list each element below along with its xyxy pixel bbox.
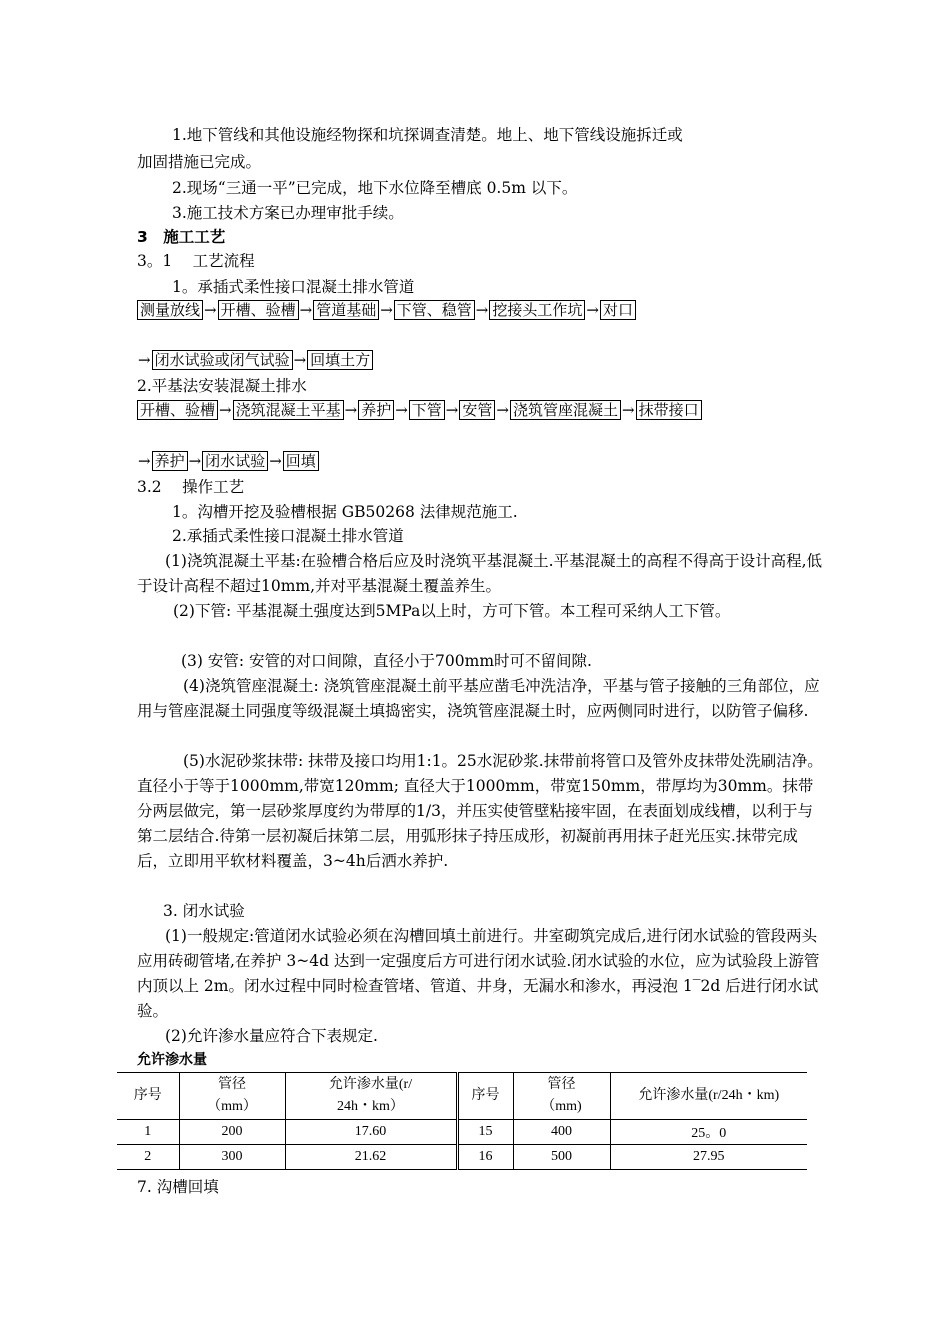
flow-arrow: → <box>138 351 151 369</box>
section-7-heading: 7. 沟槽回填 <box>137 1178 219 1196</box>
permissible-seepage-table <box>117 1072 807 1170</box>
flow-arrow: → <box>380 301 393 319</box>
flow-arrow: → <box>219 401 232 419</box>
cell-permissible-seepage: 21.62 <box>285 1145 457 1170</box>
flow-arrow: → <box>496 401 509 419</box>
op-3-2-paragraph: (2)允许渗水量应符合下表规定. <box>165 1027 378 1045</box>
prereq-item-1-line-1: 1.地下管线和其他设施经物探和坑探调查清楚。地上、地下管线设施拆迁或 <box>172 126 683 144</box>
cell-permissible-seepage: 17.60 <box>285 1120 457 1145</box>
flow-arrow: → <box>395 401 408 419</box>
flow-step: 下管 <box>409 400 445 420</box>
cell-diameter: 200 <box>179 1120 285 1145</box>
op-2-1-paragraph: (1)浇筑混凝土平基:在验槽合格后应及时浇筑平基混凝土.平基混凝土的高程不得高于设计高程,低于设计高程不超过10mm,并对平基混凝土覆盖养生。 <box>137 552 823 595</box>
flow-step: 对口 <box>600 300 636 320</box>
cell-permissible-seepage-b: 25。0 <box>610 1120 807 1145</box>
flow-arrow: → <box>204 301 217 319</box>
flow-2-title: 2.平基法安装混凝土排水 <box>137 377 307 395</box>
prereq-item-1-line-2: 加固措施已完成。 <box>137 153 262 171</box>
table-header-row <box>117 1073 807 1120</box>
table-title: 允许渗水量 <box>137 1052 207 1068</box>
subsection-3-2-heading: 3.2 操作工艺 <box>137 478 245 496</box>
header-seq-b: 序号 <box>457 1073 513 1120</box>
flow-arrow: → <box>344 401 358 419</box>
flow-step: 浇筑管座混凝土 <box>510 400 621 420</box>
cell-seq: 1 <box>117 1120 179 1145</box>
flow-1-row-2 <box>137 349 373 371</box>
flow-arrow: → <box>138 452 151 470</box>
flow-arrow: → <box>445 401 459 419</box>
cell-diameter-b: 400 <box>513 1120 610 1145</box>
op-item-3: 3. 闭水试验 <box>163 902 245 920</box>
flow-arrow: → <box>299 301 313 319</box>
header-permissible-seepage: 允许渗水量(r/ 24h・km） <box>285 1073 457 1120</box>
op-2-4-paragraph: (4)浇筑管座混凝土: 浇筑管座混凝土前平基应凿毛冲洗洁净，平基与管子接触的三角部位，应用与管座混凝土同强度等级混凝土填捣密实，浇筑管座混凝土时，应两侧同时进行，以防管子偏移. <box>137 677 820 720</box>
flow-arrow: → <box>269 452 282 470</box>
flow-step: 回填 <box>283 451 319 471</box>
prereq-item-3: 3.施工技术方案已办理审批手续。 <box>172 204 404 222</box>
section-3-heading: 3 施工工艺 <box>137 228 226 246</box>
flow-step: 管道基础 <box>313 300 379 320</box>
flow-step: 下管、稳管 <box>394 300 475 320</box>
flow-step: 挖接头工作坑 <box>489 300 585 320</box>
op-item-2: 2.承插式柔性接口混凝土排水管道 <box>172 527 404 545</box>
flow-1-title: 1。承插式柔性接口混凝土排水管道 <box>172 278 415 296</box>
header-diameter-b: 管径 （mm) <box>513 1073 610 1120</box>
flow-step: 开槽、验槽 <box>218 300 299 320</box>
cell-permissible-seepage-b: 27.95 <box>610 1145 807 1170</box>
flow-step: 养护 <box>358 400 394 420</box>
cell-seq-b: 15 <box>457 1120 513 1145</box>
flow-step: 闭水试验或闭气试验 <box>152 350 293 370</box>
header-seq: 序号 <box>117 1073 179 1120</box>
cell-diameter: 300 <box>179 1145 285 1170</box>
flow-arrow: → <box>188 452 202 470</box>
op-2-3-paragraph: (3) 安管: 安管的对口间隙，直径小于700mm时可不留间隙. <box>181 652 592 670</box>
flow-arrow: → <box>293 351 307 369</box>
flow-2-row-2 <box>137 450 319 472</box>
flow-arrow: → <box>621 401 635 419</box>
table-row <box>117 1145 807 1170</box>
flow-arrow: → <box>475 301 489 319</box>
op-2-5-paragraph: (5)水泥砂浆抹带: 抹带及接口均用1:1。25水泥砂浆.抹带前将管口及管外皮抹带处洗刷洁净。直径小于等于1000mm,带宽120mm; 直径大于1000mm，带宽150mm，带厚均为30mm。抹带分两层做完，第一层砂浆厚度约为带厚的1/3，并压实使管壁粘接牢固，在表面划成线槽，以利于与第二层结合.待第一层初凝后抹第二层，用弧形抹子持压成形，初凝前再用抹子赶光压实.抹带完成后，立即用平软材料覆盖，3~4h后洒水养护. <box>137 752 823 870</box>
header-permissible-seepage-b: 允许渗水量(r/24h・km) <box>610 1073 807 1120</box>
op-item-1: 1。沟槽开挖及验槽根据 GB50268 法律规范施工. <box>172 503 518 521</box>
flow-step: 抹带接口 <box>636 400 702 420</box>
flow-step: 养护 <box>152 451 188 471</box>
flow-2-row-1 <box>137 399 702 421</box>
flow-step: 回填土方 <box>307 350 373 370</box>
flow-step: 闭水试验 <box>202 451 268 471</box>
flow-1-row-1 <box>137 299 636 321</box>
table-row <box>117 1120 807 1145</box>
cell-seq: 2 <box>117 1145 179 1170</box>
prereq-item-2: 2.现场“三通一平”已完成，地下水位降至槽底 0.5m 以下。 <box>172 179 578 197</box>
header-diameter: 管径 （mm） <box>179 1073 285 1120</box>
flow-step: 安管 <box>459 400 495 420</box>
flow-step: 测量放线 <box>137 300 203 320</box>
op-3-1-paragraph: (1)一般规定:管道闭水试验必须在沟槽回填土前进行。井室砌筑完成后,进行闭水试验的管段两头应用砖砌管堵,在养护 3~4d 达到一定强度后方可进行闭水试验.闭水试验的水位，应为试验段上游管内顶以上 2m。闭水过程中同时检查管堵、管道、井身，无漏水和渗水，再浸泡 1‾2d 后进行闭水试验。 <box>137 927 820 1020</box>
cell-diameter-b: 500 <box>513 1145 610 1170</box>
cell-seq-b: 16 <box>457 1145 513 1170</box>
subsection-3-1-heading: 3。1 工艺流程 <box>137 252 255 270</box>
flow-arrow: → <box>586 301 599 319</box>
flow-step: 浇筑混凝土平基 <box>233 400 344 420</box>
flow-step: 开槽、验槽 <box>137 400 218 420</box>
op-2-2-paragraph: (2)下管: 平基混凝土强度达到5MPa以上时，方可下管。本工程可采纳人工下管。 <box>173 602 731 620</box>
